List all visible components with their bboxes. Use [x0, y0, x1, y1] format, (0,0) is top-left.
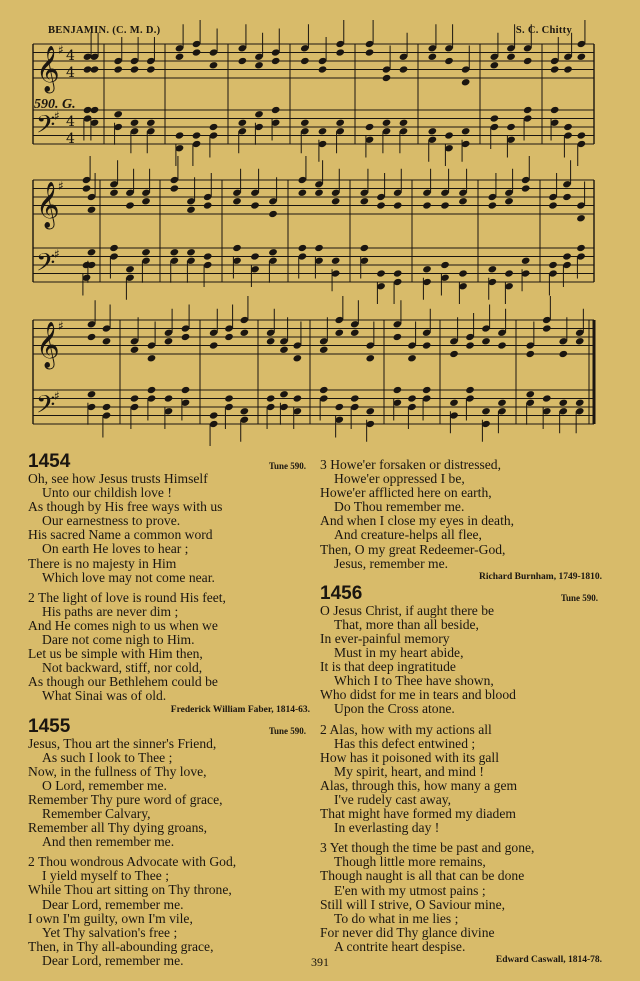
- left-column: [28, 452, 310, 968]
- verse-line: Remember Calvary,: [42, 805, 151, 821]
- tune-reference: Tune 590.: [268, 461, 306, 471]
- svg-text:𝄞: 𝄞: [36, 182, 60, 228]
- verse-line: Upon the Cross atone.: [334, 701, 455, 717]
- verse-line: 3 Howe'er forsaken or distressed,: [320, 457, 501, 472]
- author-credit: Frederick William Faber, 1814-63.: [170, 704, 310, 715]
- verse-line: Though little more remains,: [334, 854, 486, 870]
- verse-line: Who didst for me in tears and blood: [320, 687, 516, 703]
- verse-line: Dear Lord, remember me.: [42, 952, 184, 968]
- verse-line: Oh, see how Jesus trusts Himself: [28, 471, 208, 486]
- verse-line: His paths are never dim ;: [42, 603, 179, 619]
- verse-line: As such I look to Thee ;: [42, 749, 173, 765]
- verse-line: Has this defect entwined ;: [334, 735, 476, 751]
- hymn-header: [28, 452, 310, 472]
- svg-text:♯: ♯: [58, 179, 64, 194]
- verse-line: And then remember me.: [42, 834, 175, 850]
- verse-line: A contrite heart despise.: [334, 938, 466, 954]
- verse-line: Still will I strive, O Saviour mine,: [320, 896, 506, 912]
- verse-line: On earth He loves to hear ;: [42, 541, 189, 557]
- verse-line: And creature-helps all flee,: [334, 527, 482, 543]
- verse-line: Unto our childish love !: [42, 485, 172, 501]
- verse-line: O Lord, remember me.: [42, 777, 167, 793]
- verse-line: Howe'er oppressed I be,: [334, 471, 465, 487]
- verse-line: 2 Alas, how with my actions all: [320, 721, 492, 737]
- svg-text:♯: ♯: [54, 247, 60, 262]
- svg-text:♯: ♯: [58, 43, 64, 58]
- verse-line: 2 The light of love is round His feet,: [28, 589, 226, 605]
- verse-line: Now, in the fullness of Thy love,: [28, 763, 207, 779]
- music-score: [0, 0, 640, 450]
- svg-text:𝄢: 𝄢: [36, 110, 56, 146]
- verse-line: I've rudely cast away,: [334, 791, 452, 807]
- verse-line: 3 Yet though the time be past and gone,: [320, 840, 535, 856]
- verse-line: His sacred Name a common word: [28, 527, 213, 543]
- verse-line: In everlasting day !: [334, 820, 440, 836]
- verse-line: My spirit, heart, and mind !: [334, 763, 484, 779]
- verse-line: Remember all Thy dying groans,: [28, 820, 208, 836]
- verse-line: Which love may not come near.: [42, 569, 215, 585]
- verse-line: Dare not come nigh to Him.: [42, 632, 195, 648]
- verse-line: Howe'er afflicted here on earth,: [320, 485, 492, 501]
- verse-line: E'en with my utmost pains ;: [334, 882, 486, 898]
- verse-line: As though by His free ways with us: [28, 499, 223, 515]
- verse-line: O Jesus Christ, if aught there be: [320, 602, 495, 618]
- svg-text:♯: ♯: [54, 389, 60, 404]
- verse-line: Then, in Thy all-abounding grace,: [28, 938, 214, 954]
- svg-text:𝄢: 𝄢: [36, 390, 56, 426]
- verse-line: I own I'm guilty, own I'm vile,: [28, 910, 193, 926]
- svg-text:𝄢: 𝄢: [36, 248, 56, 284]
- verse-line: There is no majesty in Him: [28, 555, 177, 571]
- verse-line: Though naught is all that can be done: [320, 868, 525, 884]
- verse-line: In ever-painful memory: [320, 630, 450, 646]
- author-credit: Edward Caswall, 1814-78.: [495, 955, 602, 965]
- verse-line: As though our Bethlehem could be: [28, 674, 218, 690]
- verse-line: Jesus, remember me.: [334, 555, 449, 571]
- svg-text:𝄞: 𝄞: [36, 322, 60, 368]
- svg-text:𝄞: 𝄞: [36, 46, 60, 92]
- svg-text:4: 4: [66, 114, 75, 130]
- verse-line: For never did Thy glance divine: [320, 924, 495, 940]
- verse-line: Do Thou remember me.: [334, 499, 465, 515]
- hymn-number: 1455: [28, 715, 71, 737]
- hymn-header: [28, 717, 310, 737]
- svg-text:4: 4: [66, 48, 75, 64]
- tune-number: 590. G.: [34, 97, 76, 112]
- verse-line: Yet Thy salvation's free ;: [42, 924, 178, 940]
- verse-line: Dear Lord, remember me.: [42, 896, 184, 912]
- verse-line: Our earnestness to prove.: [42, 513, 181, 529]
- verse-line: To do what in me lies ;: [334, 910, 459, 926]
- right-column: [320, 452, 602, 967]
- svg-text:4: 4: [66, 65, 75, 81]
- tune-reference: Tune 590.: [560, 592, 598, 603]
- tune-reference: Tune 590.: [268, 725, 306, 736]
- verse-line: Alas, through this, how many a gem: [320, 777, 518, 793]
- verse-line: Then, O my great Redeemer-God,: [320, 541, 506, 557]
- verse-line: What Sinai was of old.: [42, 688, 167, 704]
- verse-line: Let us be simple with Him then,: [28, 646, 203, 662]
- svg-text:♯: ♯: [54, 109, 60, 124]
- svg-text:♯: ♯: [58, 319, 64, 334]
- verse-line: That might have formed my diadem: [320, 806, 516, 822]
- verse-line: How has it poisoned with its gall: [320, 749, 499, 765]
- verse-line: That, more than all beside,: [334, 616, 479, 632]
- svg-text:4: 4: [66, 131, 75, 147]
- verse-line: 2 Thou wondrous Advocate with God,: [28, 854, 237, 870]
- verse-line: Which I to Thee have shown,: [334, 673, 494, 689]
- page-number: 391: [311, 955, 329, 969]
- author-credit: Richard Burnham, 1749-1810.: [479, 571, 602, 582]
- verse-line: Jesus, Thou art the sinner's Friend,: [28, 735, 217, 751]
- composer: S. C. Chitty: [515, 25, 572, 36]
- hymn-number: 1454: [28, 451, 71, 472]
- verse-line: And when I close my eyes in death,: [320, 513, 515, 529]
- verse-line: While Thou art sitting on Thy throne,: [28, 882, 232, 898]
- hymn-number: 1456: [320, 582, 363, 604]
- verse-line: I yield myself to Thee ;: [42, 868, 169, 884]
- tune-name: BENJAMIN. (C. M. D.): [48, 25, 161, 36]
- verse-line: It is that deep ingratitude: [320, 659, 456, 675]
- verse-line: Must in my heart abide,: [334, 645, 464, 661]
- verse-line: Remember Thy pure word of grace,: [28, 791, 223, 807]
- verse-line: Not backward, stiff, nor cold,: [42, 660, 203, 676]
- hymn-header: [320, 584, 602, 604]
- verse-line: And He comes nigh to us when we: [28, 617, 218, 633]
